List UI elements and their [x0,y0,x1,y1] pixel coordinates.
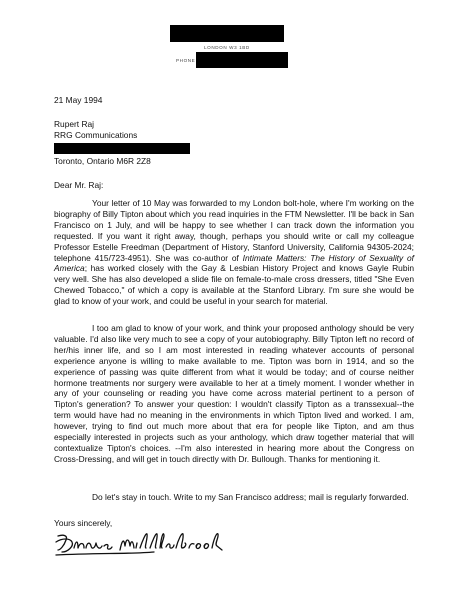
closing: Yours sincerely, [54,518,113,528]
letterhead-phone-redaction [196,52,288,68]
letterhead-address: LONDON W3 1BD [204,45,250,50]
recipient-company: RRG Communications [54,130,138,140]
body-paragraph-3: Do let's stay in touch. Write to my San Francisco address; mail is regularly forwarded. [92,492,409,502]
p1-seg-2: ; has worked closely with the Gay & Lesbian History Project and knows Gayle Rubin very well. She has also developed a slide file on female-to-male cross dressers, titled "She Even Chewed Tobacco," of which a copy is available at the Stanford Library. I'm sure she would be glad to know of your work, and could be useful in your search for material. [54,263,414,307]
salutation: Dear Mr. Raj: [54,180,104,190]
recipient-city: Toronto, Ontario M6R 2Z8 [54,156,151,166]
book-title: Intimate Matters: The History of Sexuality of America [54,252,414,274]
letter-date: 21 May 1994 [54,95,103,105]
body-paragraph-1 [54,198,414,307]
recipient-name: Rupert Raj [54,119,95,129]
letterhead-phone-label: PHONE [176,58,196,63]
handwritten-signature [54,528,224,561]
letterhead-redaction-top [170,25,284,42]
body-paragraph-2: I too am glad to know of your work, and think your proposed anthology should be very valuable. I'd also like very much to see a copy of your autobiography. Billy Tipton left no record of her/his inner life, and so I am most interested in reading whatever accounts of personal experience anyone is willing to make available to me. Tipton was born in 1914, and so the experience of passing was quite different from what it would be today; and of course neither hormone treatments nor surgery were available to her at a timely moment. I wonder whether in any of your counseling or reading you have come across material pertinent to a person of Tipton's generation? To answer your question: I wouldn't classify Tipton as a transsexual--the term would have had no meaning in the environments in which Tipton lived and worked. I am, however, trying to find out much more about that era for people like Tipton, and am thus especially interested in projects such as your anthology, which draw together material that will contextualize Tipton's choices. --I'm also interested in hearing more about the Congress on Cross-Dressing, and will get in touch directly with Dr. Bullough. Thanks for mentioning it. [54,323,414,464]
signature-mark [54,528,224,558]
recipient-street-redaction [54,143,190,154]
p1-seg-0: Your letter of 10 May was forwarded to my London bolt-hole, where I'm working on the biography of Billy Tipton about which you read inquiries in the FTM Newsletter. I'll be back in San Francisco on 1 July, and will be happy to see whether I can track down the information you requested. If you want it right away, though, perhaps you should write or call my colleague Professor Estelle Freedman (Department of History, Stanford University, California 94305-2024; telephone 415/723-4951). She was co-author of [54,198,414,263]
